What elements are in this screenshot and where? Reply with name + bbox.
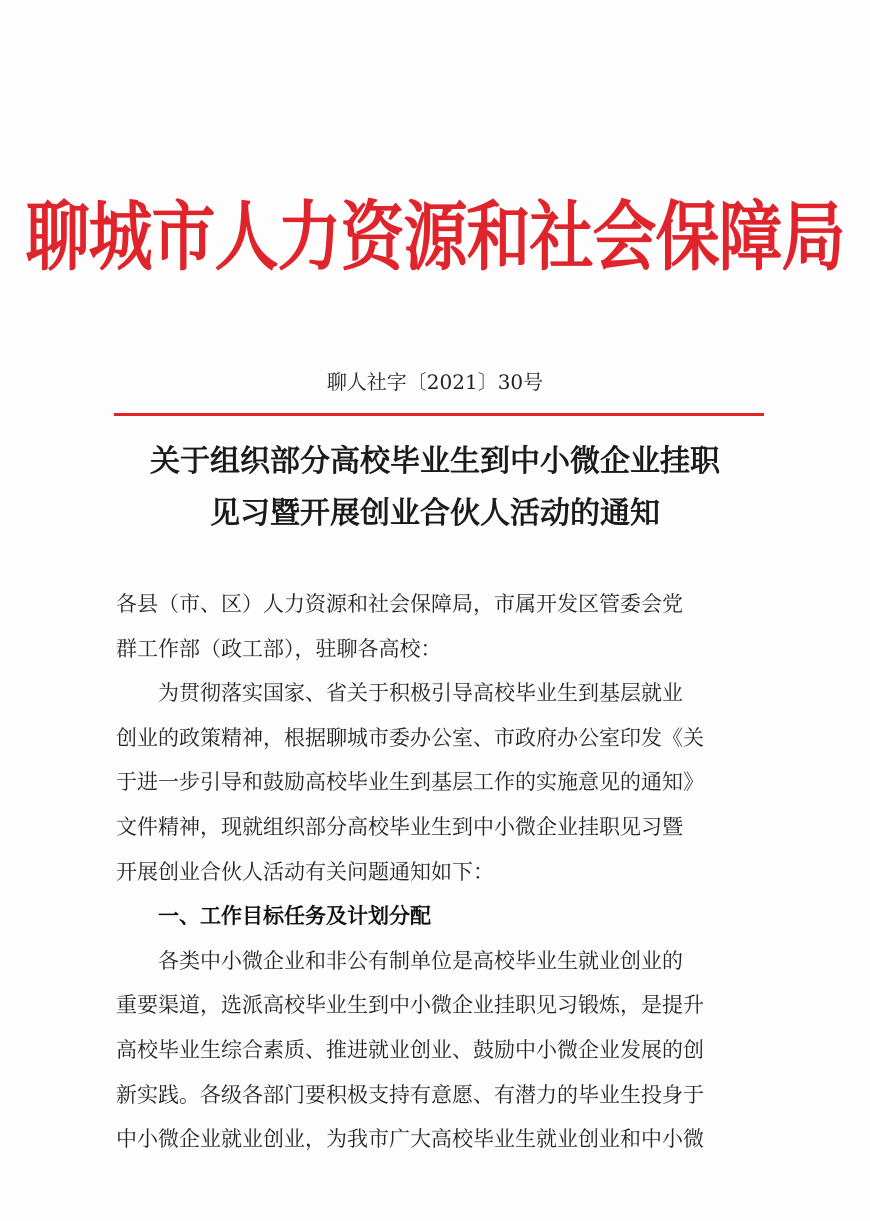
section-heading-1: 一、工作目标任务及计划分配	[158, 904, 431, 929]
title-line-1: 关于组织部分高校毕业生到中小微企业挂职	[150, 444, 720, 479]
intro-line-5: 开展创业合伙人活动有关问题通知如下：	[116, 859, 494, 884]
intro-line-2: 创业的政策精神，根据聊城市委办公室、市政府办公室印发《关	[116, 725, 704, 750]
document-number: 聊人社字〔2021〕30号	[326, 370, 544, 394]
issuing-authority-masthead: 聊城市人力资源和社会保障局	[25, 194, 845, 282]
intro-line-3: 于进一步引导和鼓励高校毕业生到基层工作的实施意见的通知》	[116, 770, 704, 795]
section1-line-1: 各类中小微企业和非公有制单位是高校毕业生就业创业的	[158, 948, 683, 973]
section1-line-4: 新实践。各级各部门要积极支持有意愿、有潜力的毕业生投身于	[116, 1082, 704, 1107]
document-title	[0, 436, 870, 540]
section1-line-2: 重要渠道，选派高校毕业生到中小微企业挂职见习锻炼，是提升	[116, 993, 704, 1018]
section1-line-3: 高校毕业生综合素质、推进就业创业、鼓励中小微企业发展的创	[116, 1037, 704, 1062]
intro-line-1: 为贯彻落实国家、省关于积极引导高校毕业生到基层就业	[158, 681, 683, 706]
title-line-2: 见习暨开展创业合伙人活动的通知	[210, 496, 660, 531]
addressee-line-1: 各县（市、区）人力资源和社会保障局，市属开发区管委会党	[116, 592, 683, 616]
addressee-line-2: 群工作部（政工部），驻聊各高校：	[116, 636, 442, 661]
intro-line-4: 文件精神，现就组织部分高校毕业生到中小微企业挂职见习暨	[116, 814, 683, 839]
section1-line-5: 中小微企业就业创业，为我市广大高校毕业生就业创业和中小微	[116, 1127, 704, 1152]
red-divider-line	[114, 413, 764, 416]
document-body	[116, 582, 766, 1162]
